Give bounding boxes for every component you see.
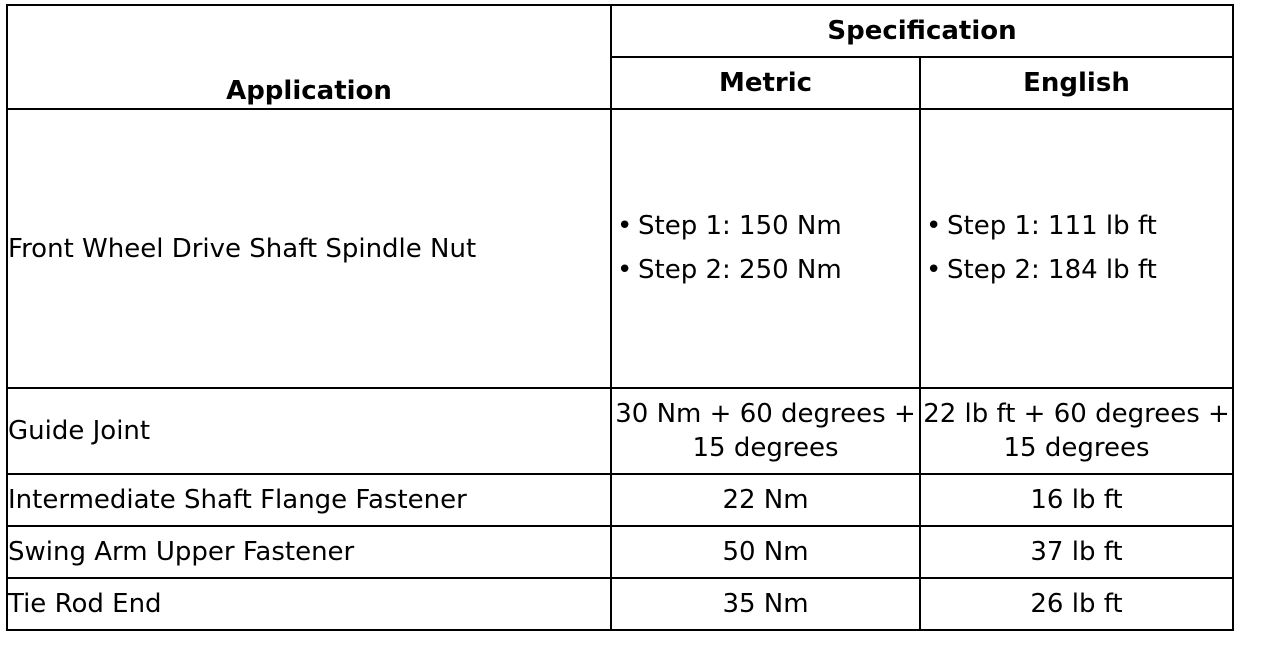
metric-cell	[611, 109, 920, 388]
application-cell: Front Wheel Drive Shaft Spindle Nut	[7, 109, 611, 388]
list-item	[612, 210, 919, 243]
bullet-icon: •	[926, 211, 942, 241]
metric-cell: 35 Nm	[611, 578, 920, 630]
metric-cell: 30 Nm + 60 degrees + 15 degrees	[611, 388, 920, 474]
table-row	[7, 526, 1233, 578]
english-cell: 22 lb ft + 60 degrees + 15 degrees	[920, 388, 1233, 474]
step-text: Step 1: 111 lb ft	[947, 211, 1157, 241]
application-cell: Tie Rod End	[7, 578, 611, 630]
specification-header: Specification	[611, 5, 1233, 57]
table-row	[7, 578, 1233, 630]
table-row	[7, 388, 1233, 474]
bullet-icon: •	[926, 255, 942, 285]
english-steps-list	[921, 210, 1232, 287]
application-cell: Guide Joint	[7, 388, 611, 474]
english-header: English	[920, 57, 1233, 109]
english-cell: 26 lb ft	[920, 578, 1233, 630]
header-row-top	[7, 5, 1233, 57]
list-item	[921, 210, 1232, 243]
list-item	[612, 254, 919, 287]
metric-steps-list	[612, 210, 919, 287]
english-cell: 37 lb ft	[920, 526, 1233, 578]
bullet-icon: •	[617, 255, 633, 285]
list-item	[921, 254, 1232, 287]
english-cell: 16 lb ft	[920, 474, 1233, 526]
metric-cell: 22 Nm	[611, 474, 920, 526]
application-header: Application	[7, 5, 611, 109]
metric-cell: 50 Nm	[611, 526, 920, 578]
metric-header: Metric	[611, 57, 920, 109]
application-cell: Swing Arm Upper Fastener	[7, 526, 611, 578]
step-text: Step 2: 250 Nm	[638, 255, 842, 285]
english-cell	[920, 109, 1233, 388]
application-cell: Intermediate Shaft Flange Fastener	[7, 474, 611, 526]
table-row	[7, 474, 1233, 526]
torque-specification-table	[6, 4, 1234, 631]
step-text: Step 1: 150 Nm	[638, 211, 842, 241]
bullet-icon: •	[617, 211, 633, 241]
step-text: Step 2: 184 lb ft	[947, 255, 1157, 285]
table-row	[7, 109, 1233, 388]
